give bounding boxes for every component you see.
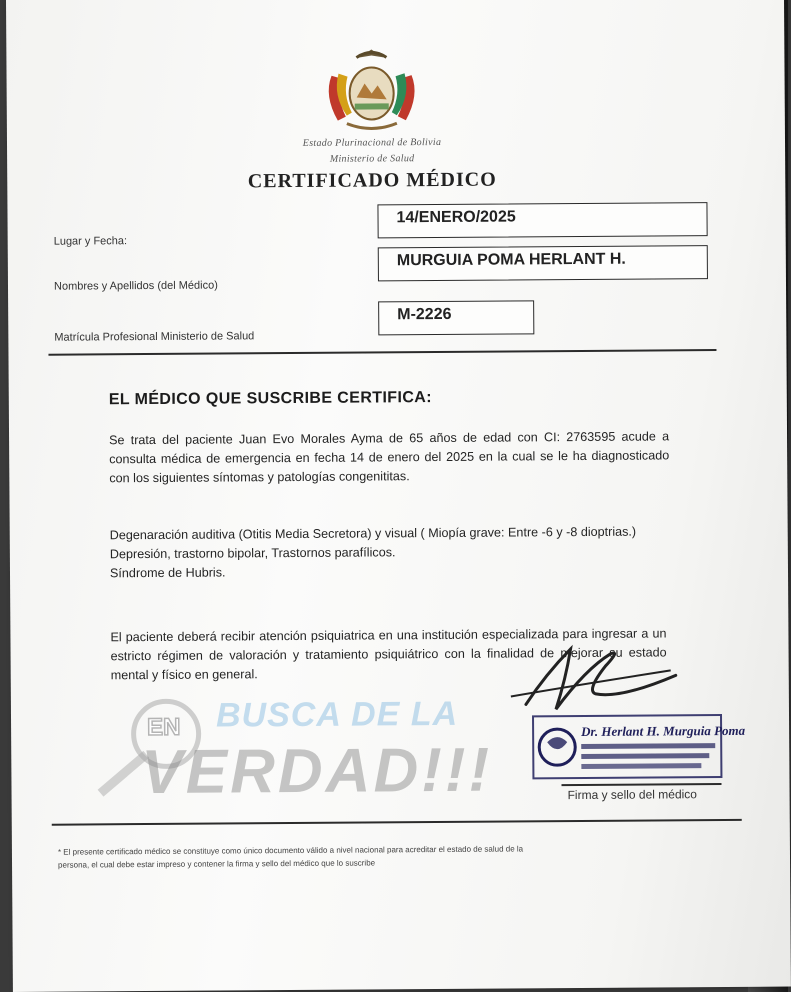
diagnosis-list: [110, 522, 670, 583]
divider-bottom: [52, 819, 742, 826]
section-title: EL MÉDICO QUE SUSCRIBE CERTIFICA:: [108, 389, 433, 409]
doctor-name-field: [378, 245, 708, 281]
paragraph-patient: [109, 427, 669, 488]
doctor-name-value: MURGUIA POMA HERLANT H.: [396, 250, 626, 270]
watermark-line1: BUSCA DE LA: [215, 694, 459, 735]
place-date-label: Lugar y Fecha:: [53, 235, 128, 248]
paragraph-treatment-text: El paciente deberá recibir atención psiquiatrica en una institución especializada para ingresar a un estricto régimen de valoración y tratamiento psiquiátrico con la finalidad de mejorar su estado mental y físico en general.: [110, 626, 667, 683]
license-field: [378, 300, 534, 335]
signature-line: [561, 783, 721, 786]
signature-icon: [505, 625, 681, 716]
footnote-line2: persona, el cual debe estar impreso y contener la firma y sello del médico que lo suscribe: [58, 858, 376, 870]
license-value: M-2226: [397, 305, 452, 324]
divider-top: [48, 349, 716, 356]
doctor-name-label: Nombres y Apellidos (del Médico): [53, 279, 218, 293]
watermark-line2: VERDAD!!!: [141, 735, 493, 808]
state-name: Estado Plurinacional de Bolivia: [302, 136, 442, 149]
certificate-paper: [6, 0, 791, 992]
coat-of-arms-icon: [316, 45, 427, 136]
doctor-stamp-icon: [531, 713, 746, 780]
footnote: [58, 841, 718, 872]
paragraph-patient-text: Se trata del paciente Juan Evo Morales Ayma de 65 años de edad con CI: 2763595 acude a consulta médica de emergencia en fecha 14 de enero del 2025 en la cual se le ha diagnosticado con los siguientes síntomas y patologías congenititas.: [109, 429, 670, 486]
place-date-value: 14/ENERO/2025: [396, 208, 516, 227]
diagnosis-item: Depresión, trastorno bipolar, Trastornos parafílicos.: [109, 545, 396, 562]
svg-text:Dr. Herlant H. Murguia Poma: Dr. Herlant H. Murguia Poma: [581, 722, 746, 740]
license-label: Matrícula Profesional Ministerio de Salud: [54, 330, 255, 344]
diagnosis-item: Síndrome de Hubris.: [109, 565, 226, 581]
watermark-badge: EN: [146, 713, 181, 742]
diagnosis-item: Degenaración auditiva (Otitis Media Secretora) y visual ( Miopía grave: Entre -6 y -8 dioptrias.): [109, 524, 637, 543]
ministry-name: Ministerio de Salud: [329, 153, 415, 165]
signature-caption: Firma y sello del médico: [567, 787, 697, 803]
document-title: CERTIFICADO MÉDICO: [247, 168, 497, 193]
footnote-line1: * El presente certificado médico se constituye como único documento válido a nivel nacional para acreditar el estado de salud de la: [57, 844, 524, 857]
place-date-field: [377, 202, 707, 238]
